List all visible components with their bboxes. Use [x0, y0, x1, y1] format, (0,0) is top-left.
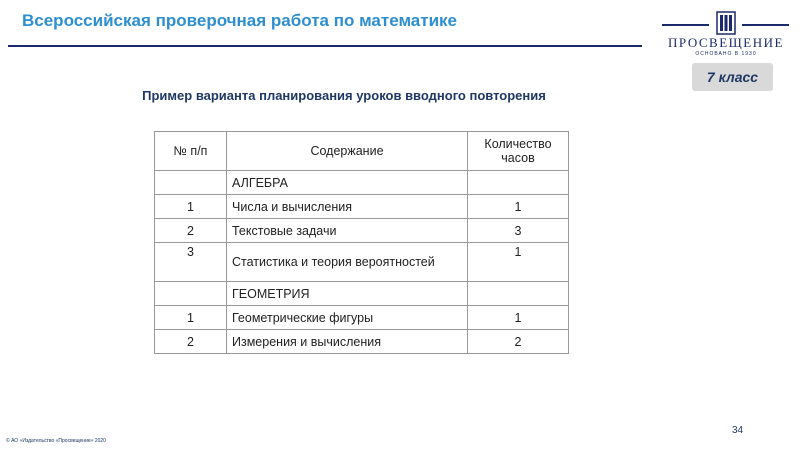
header-hours: Количество часов: [468, 132, 569, 171]
logo-line-right: [742, 24, 789, 26]
subtitle-text: Пример варианта планирования уроков вводного повторения: [142, 88, 546, 103]
row-number: 1: [155, 306, 227, 330]
table-row: [155, 171, 569, 195]
title-divider: [8, 45, 642, 47]
lesson-plan-table: [154, 131, 569, 354]
row-hours: 3: [468, 219, 569, 243]
row-number: 3: [155, 243, 227, 282]
row-content: ГЕОМЕТРИЯ: [227, 282, 468, 306]
table-row: [155, 306, 569, 330]
table-row: [155, 282, 569, 306]
header-number: № п/п: [155, 132, 227, 171]
row-hours: 1: [468, 243, 569, 282]
table-header-row: [155, 132, 569, 171]
row-number: [155, 171, 227, 195]
logo-line-left: [662, 24, 709, 26]
grade-badge: 7 класс: [692, 63, 773, 91]
row-number: 2: [155, 330, 227, 354]
row-content: Статистика и теория вероятностей: [227, 243, 468, 282]
row-hours: 1: [468, 195, 569, 219]
row-number: [155, 282, 227, 306]
page-number: 34: [732, 425, 744, 436]
table-row: [155, 219, 569, 243]
slide-title: Всероссийская проверочная работа по математике: [22, 11, 457, 30]
table-row: [155, 195, 569, 219]
table-row: [155, 243, 569, 282]
logo-founded: ОСНОВАНО В 1930: [695, 51, 757, 57]
slide-subtitle: [0, 88, 800, 103]
row-number: 2: [155, 219, 227, 243]
prosveshchenie-logo: [662, 10, 790, 60]
row-content: Текстовые задачи: [227, 219, 468, 243]
row-content: Геометрические фигуры: [227, 306, 468, 330]
copyright-notice: © АО «Издательство «Просвещение» 2020: [6, 438, 106, 444]
row-number: 1: [155, 195, 227, 219]
row-hours: [468, 282, 569, 306]
header-content: Содержание: [227, 132, 468, 171]
row-hours: [468, 171, 569, 195]
shield-emblem-icon: [714, 11, 738, 35]
row-content: АЛГЕБРА: [227, 171, 468, 195]
row-hours: 2: [468, 330, 569, 354]
row-hours: 1: [468, 306, 569, 330]
row-content: Измерения и вычисления: [227, 330, 468, 354]
table-row: [155, 330, 569, 354]
row-content: Числа и вычисления: [227, 195, 468, 219]
logo-wordmark: ПРОСВЕЩЕНИЕ: [668, 35, 784, 50]
